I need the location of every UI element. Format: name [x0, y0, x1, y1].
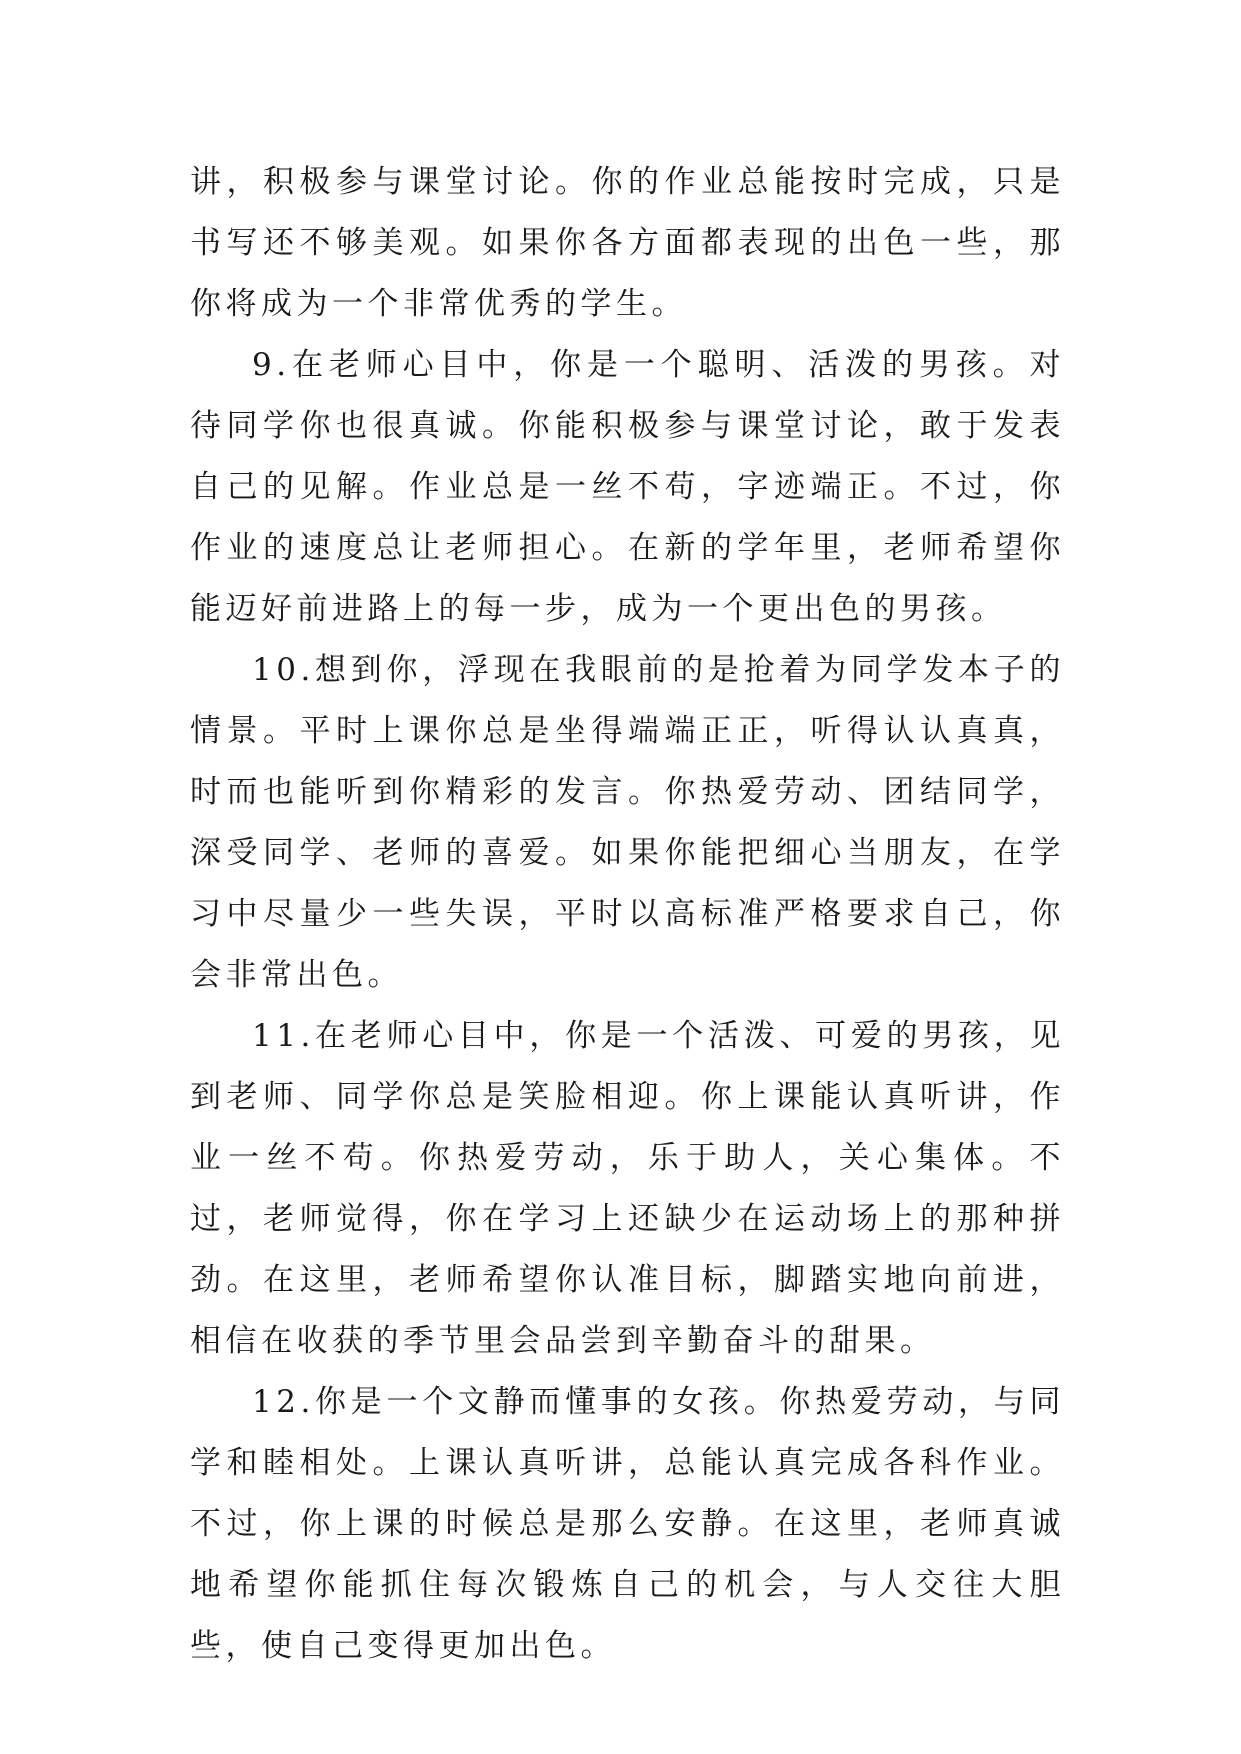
paragraph-comment-9: 9.在老师心目中，你是一个聪明、活泼的男孩。对待同学你也很真诚。你能积极参与课堂讨论，敢于发表自己的见解。作业总是一丝不苟，字迹端正。不过，你作业的速度总让老师担心。在新的学年里，老师希望你能迈好前进路上的每一步，成为一个更出色的男孩。 — [190, 347, 1065, 627]
paragraph-comment-11: 11.在老师心目中，你是一个活泼、可爱的男孩，见到老师、同学你总是笑脸相迎。你上课能认真听讲，作业一丝不苟。你热爱劳动，乐于助人，关心集体。不过，老师觉得，你在学习上还缺少在运动场上的那种拼劲。在这里，老师希望你认准目标，脚踏实地向前进，相信在收获的季节里会品尝到辛勤奋斗的甜果。 — [190, 1018, 1065, 1359]
document-body — [190, 152, 1065, 1677]
paragraph-comment-10: 10.想到你，浮现在我眼前的是抢着为同学发本子的情景。平时上课你总是坐得端端正正，听得认认真真，时而也能听到你精彩的发言。你热爱劳动、团结同学，深受同学、老师的喜爱。如果你能把细心当朋友，在学习中尽量少一些失误，平时以高标准严格要求自己，你会非常出色。 — [190, 652, 1065, 993]
paragraph-continuation: 讲，积极参与课堂讨论。你的作业总能按时完成，只是书写还不够美观。如果你各方面都表现的出色一些，那你将成为一个非常优秀的学生。 — [190, 164, 1065, 322]
paragraph-comment-12: 12.你是一个文静而懂事的女孩。你热爱劳动，与同学和睦相处。上课认真听讲，总能认真完成各科作业。不过，你上课的时候总是那么安静。在这里，老师真诚地希望你能抓住每次锻炼自己的机会，与人交往大胆些，使自己变得更加出色。 — [190, 1384, 1065, 1664]
